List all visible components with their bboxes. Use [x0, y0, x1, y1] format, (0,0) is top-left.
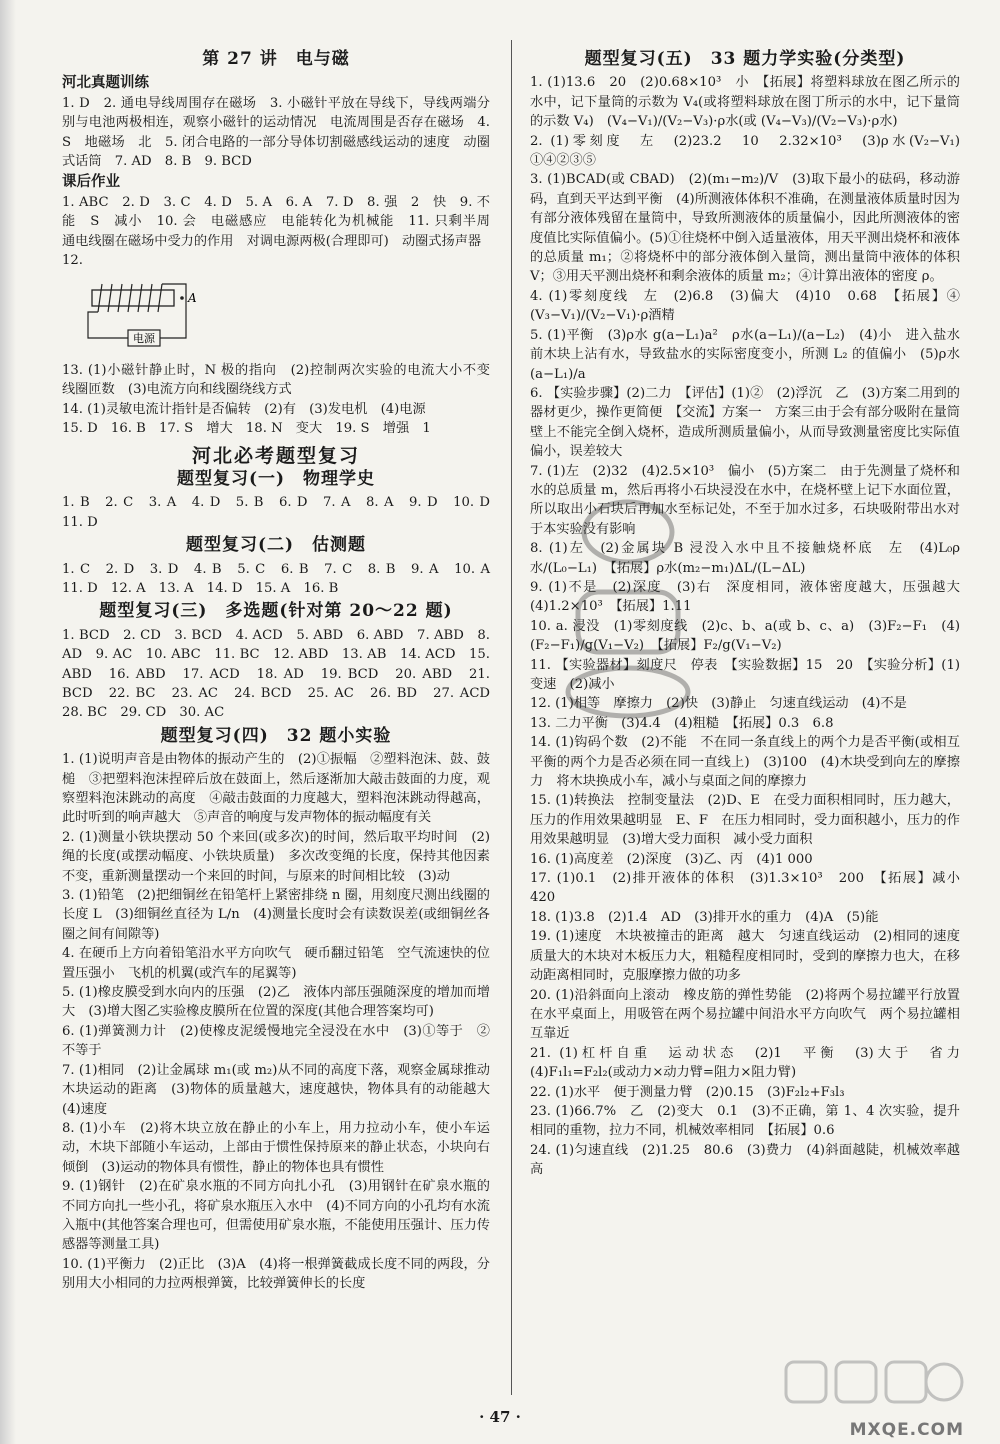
review5-item: 3. (1)BCAD(或 CBAD) (2)(m₁−m₂)/V (3)取下最小的砝码，移动游码，直到天平达到平衡 (4)所测液体体积不准确，在测量液体质量时因为有部分液体残留在量筒中，导致所测液体的质量偏小，因此所测液体的密度值比实际值偏小。(5)①往烧杯中倒入适量液体，用天平测出烧杯和液体的总质量 m₁；②将烧杯中的部分液体倒入量筒，测出量筒中液体的体积 V；③用天平测出烧杯和剩余液体的质量 m₂；④计算出液体的密度 ρ。 — [530, 172, 960, 285]
review5-item: 2. (1)零刻度 左 (2)23.2 10 2.32×10³ (3)ρ水(V₂−V₁) ①④②③⑤ — [530, 133, 974, 169]
review5-item: 1. (1)13.6 20 (2)0.68×10³ 小 【拓展】将塑料球放在图乙所示的水中，记下量筒的示数为 V₄(或将塑料球放在图丁所示的水中，记下量筒的示数 V₄) (V₄−V₁)/(V₂−V₃)·ρ水(或 (V₄−V₃)/(V₂−V₃)·ρ水) — [530, 75, 960, 130]
page-edge — [0, 0, 16, 1444]
stamp-mark — [548, 492, 708, 722]
review4-item: 6. (1)弹簧测力计 (2)使橡皮泥缓慢地完全浸没在水中 (3)①等于 ②不等于 — [62, 1023, 490, 1059]
review5-title: 题型复习(五) 33 题力学实验(分类型) — [584, 49, 906, 69]
review5-item: 15. (1)转换法 控制变量法 (2)D、E 在受力面积相同时，压力越大，压力的作用效果越明显 E、F 在压力相同时，受力面积越小，压力的作用效果越明显 (3)增大受力面积 减小受力面积 — [530, 793, 960, 848]
review5-item: 7. (1)左 (2)32 (4)2.5×10³ 偏小 (5)方案二 由于先测量了烧杯和水的总质量 m，然后再将小石块浸没在水中，在烧杯壁上记下水面位置，所以取出小石块后再加水至标记处，不至于加水过多，石块吸附带出水对于本实验没有影响 — [530, 463, 960, 537]
review5-item: 23. (1)66.7% 乙 (2)变大 0.1 (3)不正确，第 1、4 次实验，提升相同的重物，拉力不同，机械效率相同 【拓展】0.6 — [530, 1103, 960, 1139]
review5-item: 13. 二力平衡 (3)4.4 (4)粗糙 【拓展】0.3 6.8 — [530, 715, 834, 731]
review1-answers: 1. B 2. C 3. A 4. D 5. B 6. D 7. A 8. A 9. D 10. D 11. D — [62, 495, 504, 530]
review2-title: 题型复习(二) 估测题 — [185, 535, 367, 556]
review5-item: 5. (1)平衡 (3)ρ水 g(a−L₁)a² ρ水(a−L₁)/(a−L₂) (4)小 进入盐水前木块上沾有水，导致盐水的实际密度变小，所测 L₂ 的值偏小 (5)ρ水(a−L₁)/a — [530, 327, 960, 382]
review5-item: 18. (1)3.8 (2)1.4 AD (3)排开水的重力 (4)A (5)能 — [530, 909, 879, 925]
review5-item: 10. a. 浸没 (1)零刻度线 (2)c、b、a(或 b、c、a) (3)F₂−F₁ (4)(F₂−F₁)/g(V₁−V₂) 【拓展】F₂/g(V₁−V₂) — [530, 618, 960, 654]
hebei-training-label: 河北真题训练 — [62, 74, 149, 92]
left-column — [62, 46, 504, 1294]
review1-title: 题型复习(一) 物理学史 — [176, 468, 376, 489]
homework-answers: 1. ABC 2. D 3. C 4. D 5. A 6. A 7. D 8. 强 2 快 9. 不能 S 减小 10. 会 电磁感应 电能转化为机械能 11. 只剩半周 通电线圈在磁场中受力的作用 对调电源两极(合理即可) 动圈式扬声器 — [62, 194, 504, 249]
review5-item: 21. (1)杠杆自重 运动状态 (2)1 平衡 (3)大于 省力 (4)F₁l₁=F₂l₂(或动力×动力臂=阻力×阻力臂) — [530, 1045, 974, 1081]
review5-item: 11. 【实验器材】刻度尺 停表 【实验数据】15 20 【实验分析】(1)变速 (2)减小 — [530, 657, 960, 692]
review4-title: 题型复习(四) 32 题小实验 — [160, 725, 392, 746]
review4-item: 3. (1)铅笔 (2)把细铜丝在铅笔杆上紧密排绕 n 圈，用刻度尺测出线圈的长度 L (3)细铜丝直径为 L/n (4)测量长度时会有读数误差(或细铜丝各圈之间有间隙等) — [62, 888, 490, 942]
review5-item: 6. 【实验步骤】(2)二力 【评估】(1)② (2)浮沉 乙 (3)方案二用到的器材更少，操作更简便 【交流】方案一 方案三由于会有部分吸附在量筒壁上不能完全倒入烧杯，造成所测质量偏小，从而导致测量密度比实际值偏小，误差较大 — [530, 385, 960, 460]
review2-answers: 1. C 2. D 3. D 4. B 5. C 6. B 7. C 8. B 9. A 10. A 11. D 12. A 13. A 14. D 15. A 16. B — [62, 561, 504, 596]
review4-item: 9. (1)钢针 (2)在矿泉水瓶的不同方向扎小孔 (3)用钢针在矿泉水瓶的不同方向扎一些小孔，将矿泉水瓶压入水中 (4)不同方向的小孔均有水流入瓶中(其他答案合理也可，但需使用矿泉水瓶，不能使用压强计、压力传感器等测量工具) — [62, 1179, 490, 1253]
column-divider — [511, 40, 512, 1395]
review5-item: 17. (1)0.1 (2)排开液体的体积 (3)1.3×10³ 200 【拓展】减小 420 — [530, 871, 974, 906]
review4-item: 2. (1)测量小铁块摆动 50 个来回(或多次)的时间，然后取平均时间 (2)绳的长度(或摆动幅度、小铁块质量) 多次改变绳的长度，保持其他因素不变，重新测量摆动一个来回的时间，与原来的时间相比较 (3)动 — [62, 829, 490, 884]
review5-item: 20. (1)沿斜面向上滚动 橡皮筋的弹性势能 (2)将两个易拉罐平行放置在水平桌面上，用吸管在两个易拉罐中间沿水平方向吹气 两个易拉罐相互靠近 — [530, 987, 960, 1042]
review5-item: 8. (1)左 (2)金属块 B 浸没入水中且不接触烧杯底 左 (4)L₀ρ水/(L₀−L₁) 【拓展】ρ水(m₂−m₁)ΔL/(L−ΔL) — [530, 541, 960, 576]
review5-item: 9. (1)不是 (2)深度 (3)右 深度相同，液体密度越大，压强越大 (4)1.2×10³ 【拓展】1.11 — [530, 579, 974, 615]
review4-item: 1. (1)说明声音是由物体的振动产生的 (2)①振幅 ②塑料泡沫、鼓、鼓槌 ③把塑料泡沫捏碎后放在鼓面上，然后逐渐加大敲击鼓面的力度，观察塑料泡沫跳动的高度 ④敲击鼓面的力度越大，塑料泡沫跳动得越高，此时听到的响声越大 ⑤声音的响度与发声物体的振动幅度有关 — [62, 752, 490, 826]
review5-item: 24. (1)匀速直线 (2)1.25 80.6 (3)费力 (4)斜面越陡，机械效率越高 — [530, 1142, 960, 1178]
circuit-power-label: 电源 — [133, 332, 155, 346]
review5-item: 12. (1)相等 摩擦力 (2)快 (3)静止 匀速直线运动 (4)不是 — [530, 696, 907, 712]
q12-label: 12. — [62, 253, 83, 269]
circuit-diagram — [76, 274, 490, 356]
review5-item: 22. (1)水平 便于测量力臂 (2)0.15 (3)F₂l₂+F₃l₃ — [530, 1084, 845, 1100]
answer-14: 14. (1)灵敏电流计指针是否偏转 (2)有 (3)发电机 (4)电源 — [62, 401, 426, 417]
answer-13: 13. (1)小磁针静止时，N 极的指向 (2)控制两次实验的电流大小不变 线圈匝数 (3)电流方向和线圈绕线方式 — [62, 362, 504, 398]
review3-title: 题型复习(三) 多选题(针对第 20～22 题) — [99, 601, 453, 622]
review4-item: 10. (1)平衡力 (2)正比 (3)A (4)将一根弹簧截成长度不同的两段，分别用大小相同的力拉两根弹簧，比较弹簧伸长的长度 — [62, 1256, 490, 1292]
review4-item: 4. 在硬币上方向着铅笔沿水平方向吹气 硬币翻过铅笔 空气流速快的位置压强小 飞机的机翼(或汽车的尾翼等) — [62, 946, 490, 981]
review3-answers: 1. BCD 2. CD 3. BCD 4. ACD 5. ABD 6. ABD 7. ABD 8. AD 9. AC 10. ABC 11. BC 12. ABD 13. AB 14. ACD 15. ABD 16. ABD 17. ACD 18. AD 19. BCD 20. ABD 21. BCD 22. BC 23. AC 24. BCD 25. AC 26. BD 27. ACD 28. BC 29. CD 30. AC — [62, 627, 504, 721]
review4-item: 7. (1)相同 (2)让金属球 m₁(或 m₂)从不同的高度下落，观察金属球推动木块运动的距离 (3)物体的质量越大，速度越快，物体具有的动能越大 (4)速度 — [62, 1062, 504, 1117]
answer-15-19: 15. D 16. B 17. S 增大 18. N 变大 19. S 增强 1 — [62, 421, 431, 437]
hebei-review-title: 河北必考题型复习 — [191, 444, 360, 467]
watermark-text: MXQE.COM — [849, 1420, 964, 1440]
hebei-training-answers: 1. D 2. 通电导线周围存在磁场 3. 小磁针平放在导线下，导线两端分别与电池两极相连，观察小磁针的运动情况 电流周围是否存在磁场 4. S 地磁场 北 5. 闭合电路的一部分导体切割磁感线运动的速度 动圈式话筒 7. AD 8. B 9. BCD — [62, 95, 490, 170]
lecture-title: 第 27 讲 电与磁 — [202, 49, 350, 69]
review5-item: 14. (1)钩码个数 (2)不能 不在同一条直线上的两个力是否平衡(或相互平衡的两个力是否必须在同一直线上) (3)100 (4)木块受到向左的摩擦力 将木块换成小车，减小与桌面之间的摩擦力 — [530, 735, 960, 790]
review4-item: 5. (1)橡皮膜受到水向内的压强 (2)乙 液体内部压强随深度的增加而增大 (3)增大图乙实验橡皮膜所在位置的深度(其他合理答案均可) — [62, 985, 490, 1020]
review5-item: 16. (1)高度差 (2)深度 (3)乙、丙 (4)1 000 — [530, 851, 813, 867]
review4-item: 8. (1)小车 (2)将木块立放在静止的小车上，用力拉动小车，使小车运动，木块下部随小车运动，上部由于惯性保持原来的静止状态，小块向右倾倒 (3)运动的物体具有惯性，静止的物体也具有惯性 — [62, 1120, 490, 1175]
review5-item: 4. (1)零刻度线 左 (2)6.8 (3)偏大 (4)10 0.68 【拓展】④ (V₃−V₁)/(V₂−V₁)·ρ酒精 — [530, 288, 974, 324]
homework-label: 课后作业 — [62, 173, 120, 191]
review5-item: 19. (1)速度 木块被撞击的距离 越大 匀速直线运动 (2)相同的速度 质量大的木块对木板压力大，粗糙程度相同时，受到的摩擦力也大，在移动距离相同时，克服摩擦力做的功多 — [530, 929, 974, 984]
circuit-point-a: A — [188, 291, 197, 306]
page-number: · 47 · — [479, 1408, 521, 1426]
